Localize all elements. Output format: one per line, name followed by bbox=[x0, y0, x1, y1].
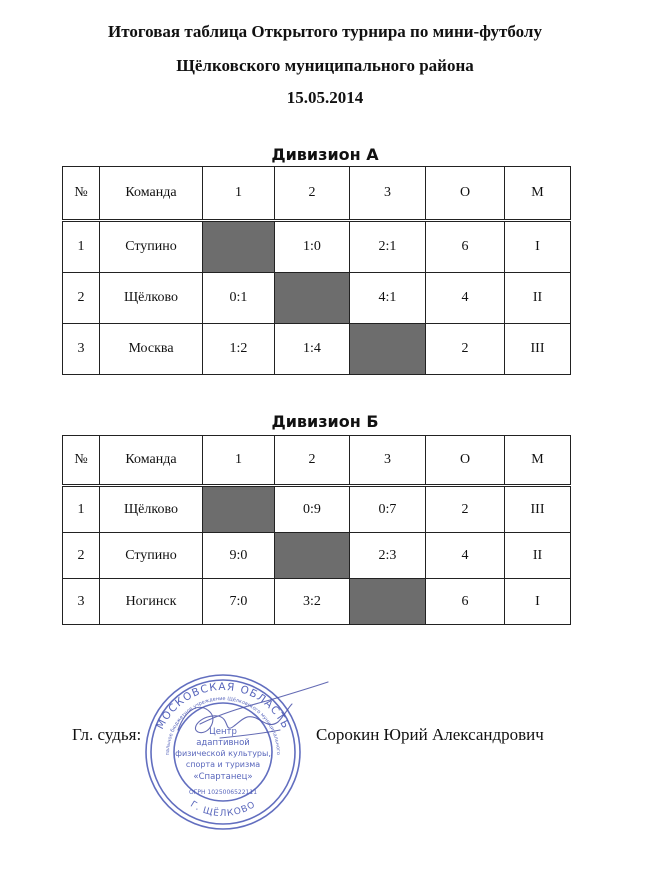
col-points-header: О bbox=[426, 167, 505, 221]
referee-signature bbox=[160, 678, 335, 753]
col-team-header: Команда bbox=[100, 436, 203, 486]
col-game1-header: 1 bbox=[203, 436, 275, 486]
document-subtitle: Щёлковского муниципального района bbox=[176, 56, 474, 75]
chief-referee-name: Сорокин Юрий Александрович bbox=[316, 725, 544, 744]
table-header-row bbox=[63, 167, 571, 221]
score-cell: 2:1 bbox=[350, 221, 426, 273]
col-team-header: Команда bbox=[100, 167, 203, 221]
score-cell: 4:1 bbox=[350, 273, 426, 324]
stamp-center-line: Центр bbox=[209, 727, 237, 737]
col-game2-header: 2 bbox=[275, 436, 350, 486]
place-cell: I bbox=[505, 221, 571, 273]
score-cell: 1:0 bbox=[275, 221, 350, 273]
document-title: Итоговая таблица Открытого турнира по мини-футболу bbox=[108, 22, 542, 41]
team-name: Ступино bbox=[100, 533, 203, 579]
col-game2-header: 2 bbox=[275, 167, 350, 221]
place-cell: II bbox=[505, 273, 571, 324]
team-name: Ступино bbox=[100, 221, 203, 273]
place-cell: I bbox=[505, 579, 571, 625]
division-b-title: Дивизион Б bbox=[271, 412, 379, 431]
chief-referee-label: Гл. судья: bbox=[72, 725, 142, 744]
place-cell: II bbox=[505, 533, 571, 579]
col-place-header: М bbox=[505, 436, 571, 486]
score-cell: 0:7 bbox=[350, 486, 426, 533]
self-match-cell bbox=[275, 273, 350, 324]
stamp-ogrn: ОГРН 1025006522111 bbox=[188, 789, 258, 796]
stamp-center-line: адаптивной bbox=[196, 738, 250, 748]
row-num: 3 bbox=[63, 579, 100, 625]
place-cell: III bbox=[505, 324, 571, 375]
table-row bbox=[63, 221, 571, 273]
self-match-cell bbox=[275, 533, 350, 579]
points-cell: 6 bbox=[426, 579, 505, 625]
points-cell: 2 bbox=[426, 324, 505, 375]
col-num-header: № bbox=[63, 167, 100, 221]
table-row bbox=[63, 579, 571, 625]
col-game3-header: 3 bbox=[350, 167, 426, 221]
stamp-center-line: физической культуры, bbox=[175, 749, 271, 758]
col-points-header: О bbox=[426, 436, 505, 486]
row-num: 3 bbox=[63, 324, 100, 375]
self-match-cell bbox=[203, 221, 275, 273]
division-a-table bbox=[62, 166, 571, 375]
stamp-ring-text: пальное бюджетное учреждение Щёлковского муниципального bbox=[164, 695, 282, 756]
table-header-row bbox=[63, 436, 571, 486]
points-cell: 4 bbox=[426, 273, 505, 324]
col-num-header: № bbox=[63, 436, 100, 486]
table-row bbox=[63, 533, 571, 579]
stamp-center-line: спорта и туризма bbox=[185, 760, 261, 769]
table-row bbox=[63, 273, 571, 324]
stamp-center-line: «Спартанец» bbox=[193, 772, 253, 782]
team-name: Москва bbox=[100, 324, 203, 375]
division-b-table bbox=[62, 435, 571, 625]
points-cell: 2 bbox=[426, 486, 505, 533]
row-num: 2 bbox=[63, 273, 100, 324]
score-cell: 7:0 bbox=[203, 579, 275, 625]
col-game3-header: 3 bbox=[350, 436, 426, 486]
col-place-header: М bbox=[505, 167, 571, 221]
svg-text:Г. ЩЁЛКОВО bbox=[188, 800, 257, 819]
table-row bbox=[63, 486, 571, 533]
self-match-cell bbox=[203, 486, 275, 533]
points-cell: 6 bbox=[426, 221, 505, 273]
score-cell: 1:2 bbox=[203, 324, 275, 375]
score-cell: 2:3 bbox=[350, 533, 426, 579]
stamp-city-text: Г. ЩЁЛКОВО bbox=[188, 799, 258, 820]
col-game1-header: 1 bbox=[203, 167, 275, 221]
document-date: 15.05.2014 bbox=[286, 88, 364, 107]
score-cell: 0:9 bbox=[275, 486, 350, 533]
row-num: 1 bbox=[63, 221, 100, 273]
place-cell: III bbox=[505, 486, 571, 533]
team-name: Ногинск bbox=[100, 579, 203, 625]
self-match-cell bbox=[350, 324, 426, 375]
score-cell: 0:1 bbox=[203, 273, 275, 324]
stamp-outer-text: МОСКОВСКАЯ ОБЛАСТЬ bbox=[154, 680, 292, 732]
team-name: Щёлково bbox=[100, 273, 203, 324]
points-cell: 4 bbox=[426, 533, 505, 579]
division-a-title: Дивизион А bbox=[271, 145, 379, 164]
score-cell: 3:2 bbox=[275, 579, 350, 625]
table-row bbox=[63, 324, 571, 375]
score-cell: 1:4 bbox=[275, 324, 350, 375]
score-cell: 9:0 bbox=[203, 533, 275, 579]
self-match-cell bbox=[350, 579, 426, 625]
row-num: 1 bbox=[63, 486, 100, 533]
team-name: Щёлково bbox=[100, 486, 203, 533]
row-num: 2 bbox=[63, 533, 100, 579]
